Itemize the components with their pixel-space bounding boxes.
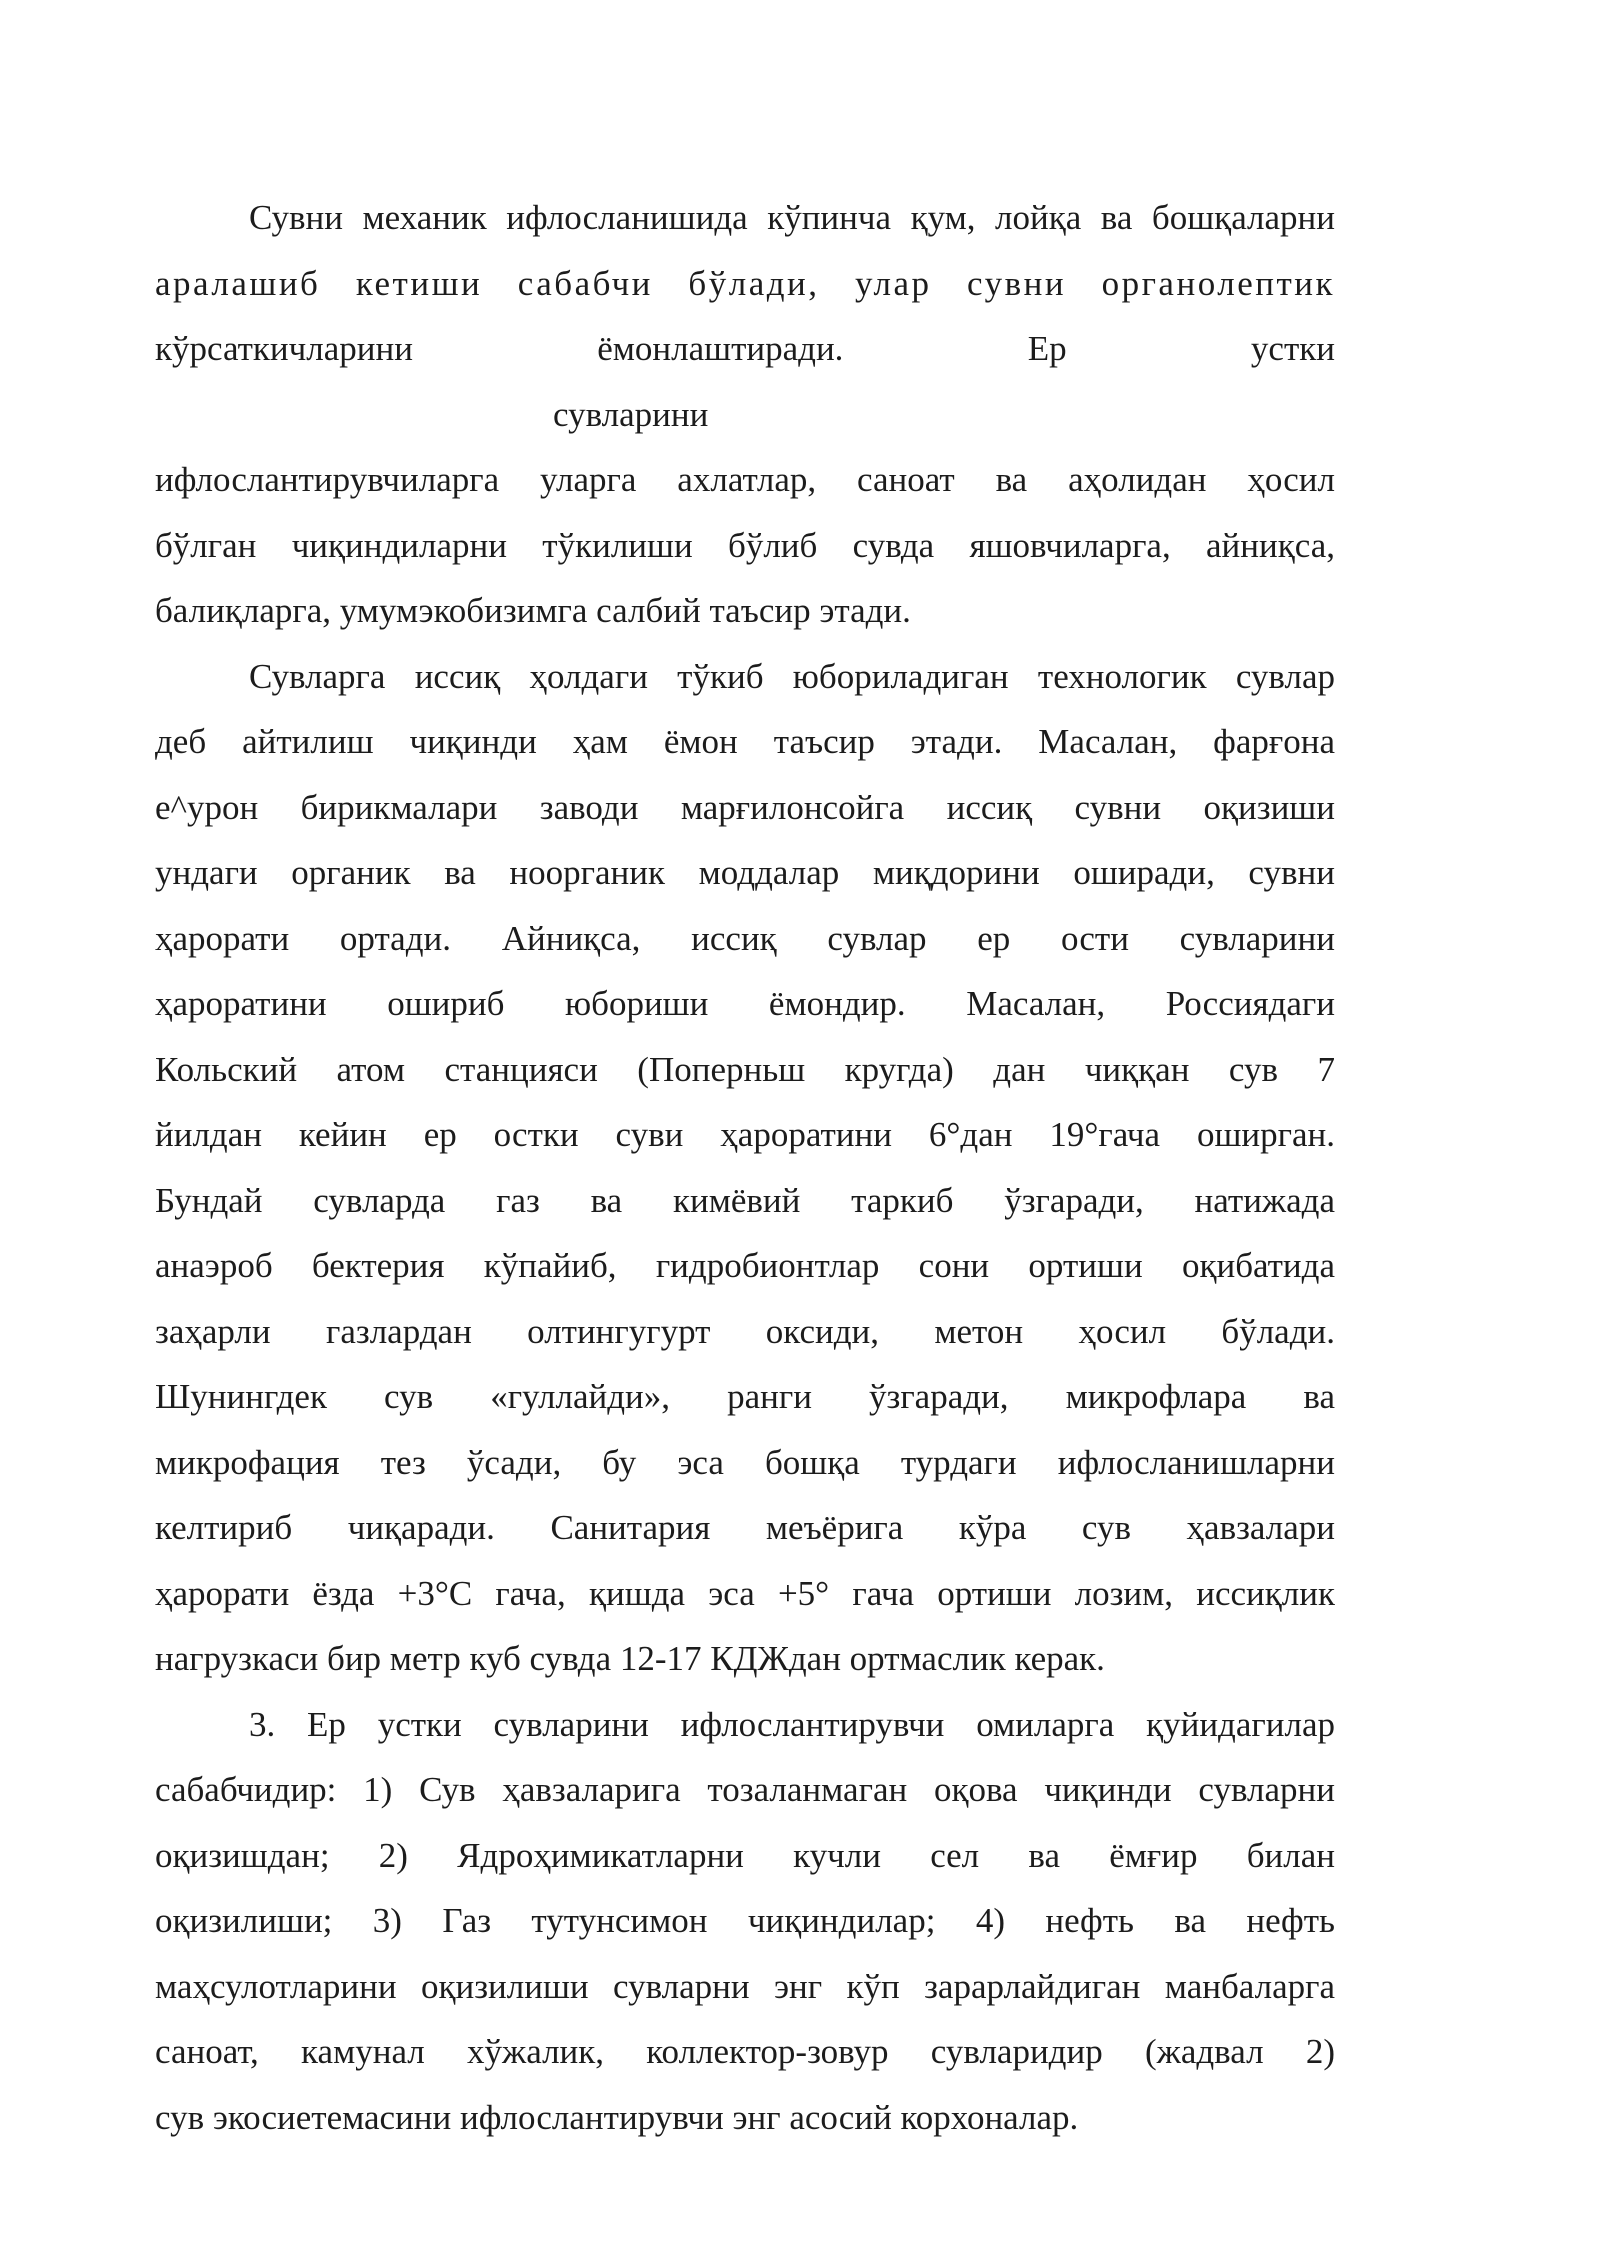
paragraph-line: Шунингдек сув «гуллайди», ранги ўзгаради, микрофлара ва [155, 1377, 1335, 1416]
paragraph-3 [155, 1692, 1335, 2151]
paragraph-line: балиқларга, умумэкобизимга салбий таъсир этади. [155, 591, 911, 630]
word: устки [1250, 329, 1335, 368]
paragraph-2 [155, 644, 1335, 1692]
paragraph-line: 3. Ер устки сувларини ифлослантирувчи омиларга қуйидагилар [249, 1704, 1335, 1744]
paragraph-line: бўлган чиқиндиларни тўкилиши бўлиб сувда яшовчиларга, айниқса, [155, 525, 1335, 565]
paragraph-line: анаэроб бектерия кўпайиб, гидробионтлар сони ортиши оқибатида [155, 1246, 1335, 1285]
paragraph-line: йилдан кейин ер остки суви ҳароратини 6°дан 19°гача оширган. [155, 1115, 1335, 1154]
paragraph-line: Кольский атом станцияси (Поперньш кругда) дан чиққан сув 7 [155, 1049, 1335, 1089]
word: Ер [1027, 329, 1067, 368]
paragraph-line: Бундай сувларда газ ва кимёвий таркиб ўзгаради, натижада [155, 1180, 1335, 1220]
word: ёмонлаштиради. [597, 329, 844, 368]
paragraph-line: оқизилиши; 3) Газ тутунсимон чиқиндилар; 4) нефть ва нефть [155, 1901, 1335, 1940]
paragraph-line: саноат, камунал хўжалик, коллектор-зовур сувларидир (жадвал 2) [155, 2032, 1335, 2071]
paragraph-line: сув экосиетемасини ифлослантирувчи энг асосий корхоналар. [155, 2097, 1079, 2137]
paragraph-line: ҳарорати ёзда +3°С гача, қишда эса +5° гача ортиши лозим, иссиқлик [155, 1573, 1335, 1613]
paragraph-line: Сувни механик ифлосланишида кўпинча қум, лойқа ва бошқаларни [249, 198, 1335, 237]
paragraph-line: ҳароратини ошириб юбориши ёмондир. Масалан, Россиядаги [155, 984, 1335, 1023]
paragraph-line: оқизишдан; 2) Ядроҳимикатларни кучли сел ва ёмғир билан [155, 1835, 1335, 1875]
paragraph-line: микрофация тез ўсади, бу эса бошқа турдаги ифлосланишларни [155, 1442, 1335, 1482]
paragraph-line: заҳарли газлардан олтингугурт оксиди, метон ҳосил бўлади. [155, 1311, 1335, 1351]
word: кўрсаткичларини [155, 329, 413, 368]
paragraph-line: келтириб чиқаради. Санитария меъёрига кўра сув ҳавзалари [155, 1508, 1335, 1547]
paragraph-line: е^урон бирикмалари заводи марғилонсойга иссиқ сувни оқизиши [155, 787, 1335, 827]
paragraph-line: Сувларга иссиқ ҳолдаги тўкиб юбориладиган технологик сувлар [249, 656, 1335, 696]
paragraph-line: деб айтилиш чиқинди ҳам ёмон таъсир этади. Масалан, фарғона [155, 722, 1335, 761]
paragraph-line: ундаги органик ва ноорганик моддалар миқдорини оширади, сувни [155, 853, 1335, 892]
paragraph-line: нагрузкаси бир метр куб сувда 12-17 КДЖдан ортмаслик керак. [155, 1639, 1105, 1678]
paragraph-1 [155, 185, 1335, 644]
paragraph-line: ҳарорати ортади. Айниқса, иссиқ сувлар ер ости сувларини [155, 918, 1335, 958]
paragraph-line: сабабчидир: 1) Сув ҳавзаларига тозаланмаган оқова чиқинди сувларни [155, 1770, 1335, 1809]
paragraph-line [155, 316, 1335, 382]
paragraph-line: сувларини [553, 394, 709, 434]
document-body [155, 185, 1335, 2150]
paragraph-line: аралашиб кетиши сабабчи бўлади, улар сувни органолептик [155, 263, 1335, 303]
paragraph-line: ифлослантирувчиларга уларга ахлатлар, саноат ва аҳолидан ҳосил [155, 460, 1335, 499]
paragraph-line: маҳсулотларини оқизилиши сувларни энг кўп зарарлайдиган манбаларга [155, 1966, 1335, 2006]
